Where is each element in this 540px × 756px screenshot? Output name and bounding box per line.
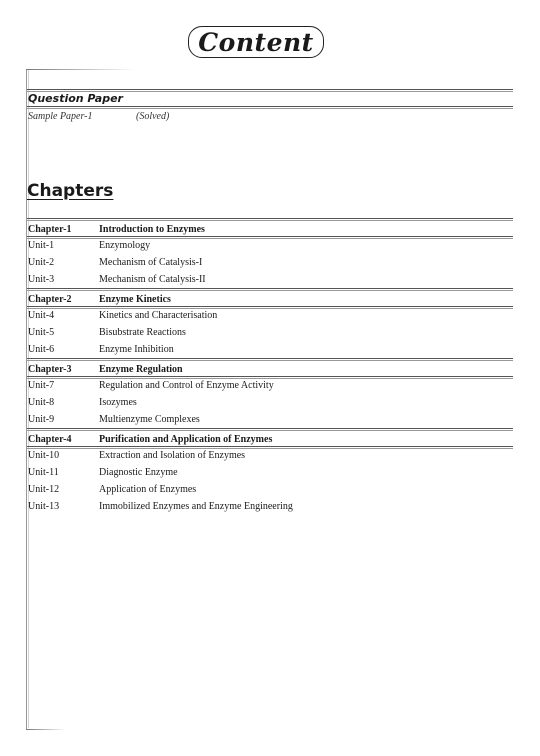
- unit-title: Isozymes: [99, 397, 137, 408]
- unit-label: Unit-11: [28, 467, 59, 478]
- unit-title: Enzyme Inhibition: [99, 344, 174, 355]
- chapter-label: Chapter-1: [28, 224, 72, 235]
- chapter-title: Enzyme Regulation: [99, 364, 183, 375]
- unit-title: Multienzyme Complexes: [99, 414, 200, 425]
- chapter-rule-top: [27, 358, 513, 361]
- unit-label: Unit-6: [28, 344, 55, 355]
- chapter-title: Purification and Application of Enzymes: [99, 434, 273, 445]
- chapter-rule-bottom: [27, 236, 513, 239]
- question-paper-item[interactable]: [28, 111, 170, 122]
- unit-label: Unit-7: [28, 380, 55, 391]
- chapter-title: Enzyme Kinetics: [99, 294, 171, 305]
- unit-label: Unit-12: [28, 484, 60, 495]
- chapter-rule-bottom: [27, 446, 513, 449]
- chapter-label: Chapter-3: [28, 364, 72, 375]
- unit-title: Regulation and Control of Enzyme Activity: [99, 380, 274, 391]
- chapter-rule-top: [27, 428, 513, 431]
- unit-label: Unit-8: [28, 397, 55, 408]
- question-paper-item-label: Sample Paper-1: [28, 111, 93, 122]
- chapters-heading: Chapters: [27, 181, 114, 201]
- unit-title: Mechanism of Catalysis-I: [99, 257, 203, 268]
- unit-title: Mechanism of Catalysis-II: [99, 274, 206, 285]
- unit-title: Extraction and Isolation of Enzymes: [99, 450, 246, 461]
- chapter-rule-top: [27, 218, 513, 221]
- unit-label: Unit-4: [28, 310, 55, 321]
- unit-label: Unit-13: [28, 501, 60, 512]
- unit-label: Unit-9: [28, 414, 55, 425]
- chapter-rule-bottom: [27, 306, 513, 309]
- chapter-label: Chapter-2: [28, 294, 72, 305]
- unit-label: Unit-5: [28, 327, 55, 338]
- chapter-title: Introduction to Enzymes: [99, 224, 205, 235]
- question-paper-heading: Question Paper: [28, 92, 123, 105]
- unit-title: Application of Enzymes: [99, 484, 197, 495]
- section-rule-bottom: [27, 106, 513, 109]
- unit-title: Diagnostic Enzyme: [99, 467, 178, 478]
- unit-label: Unit-1: [28, 240, 55, 251]
- unit-title: Kinetics and Characterisation: [99, 310, 218, 321]
- unit-label: Unit-10: [28, 450, 60, 461]
- question-paper-item-note: (Solved): [136, 111, 170, 122]
- chapter-label: Chapter-4: [28, 434, 72, 445]
- frame-left-line: [26, 70, 27, 730]
- page-title: Content: [198, 27, 314, 57]
- unit-title: Immobilized Enzymes and Enzyme Engineering: [99, 501, 293, 512]
- unit-title: Enzymology: [99, 240, 151, 251]
- unit-title: Bisubstrate Reactions: [99, 327, 186, 338]
- chapter-rule-top: [27, 288, 513, 291]
- page-title-box: [188, 26, 324, 58]
- chapter-rule-bottom: [27, 376, 513, 379]
- unit-label: Unit-2: [28, 257, 55, 268]
- frame-top-line: [26, 69, 136, 70]
- frame-bottom-line: [26, 729, 66, 730]
- unit-label: Unit-3: [28, 274, 55, 285]
